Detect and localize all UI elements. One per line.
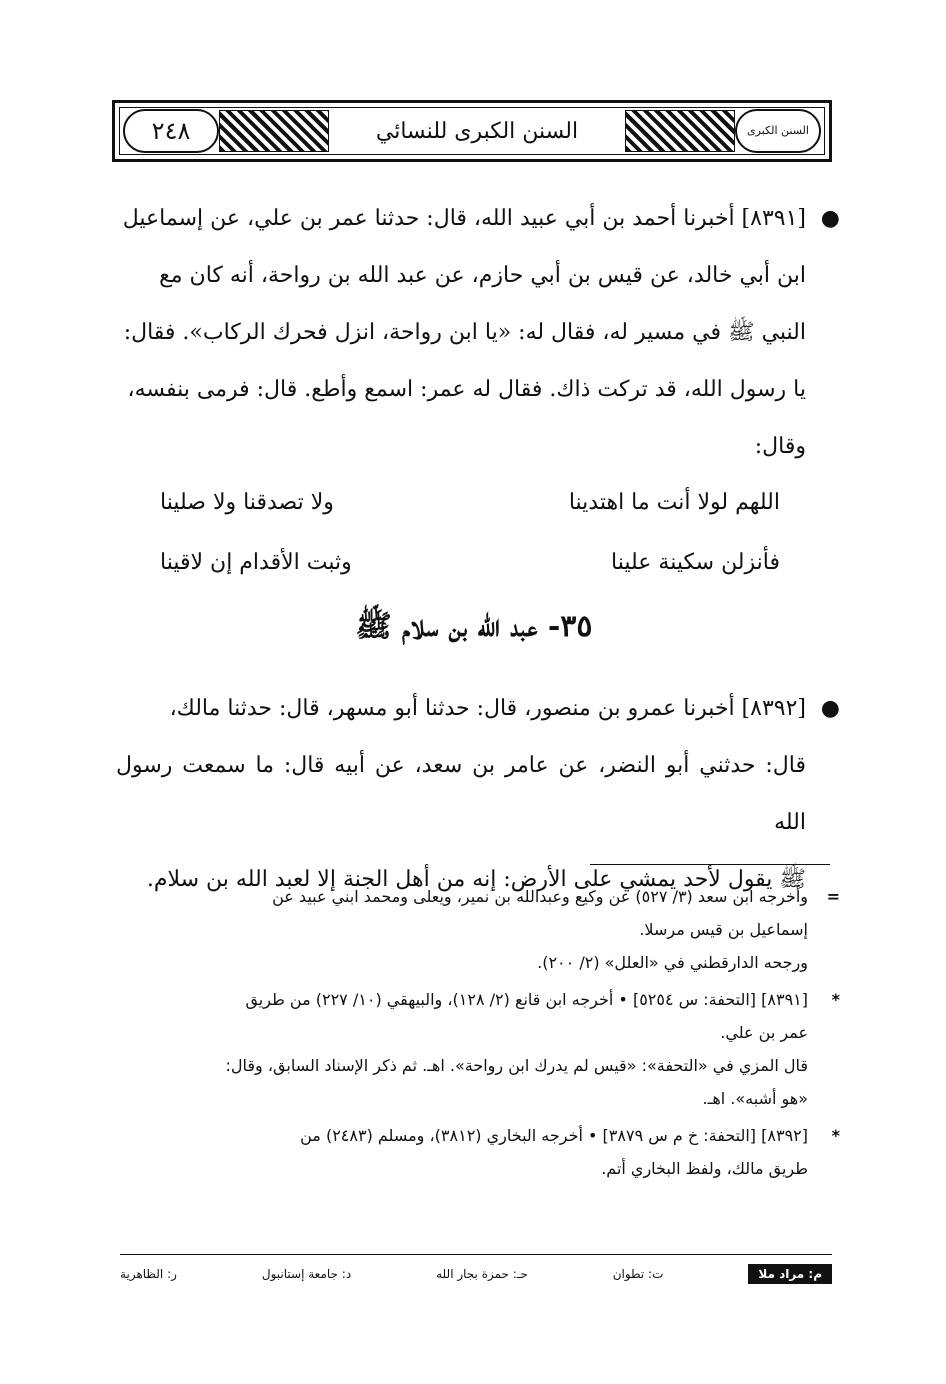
main-text-2 [116, 680, 840, 908]
manuscript-h: حـ: حمزة بجار الله [436, 1267, 528, 1281]
poem-hemistich: اللهم لولا أنت ما اهتدينا [568, 489, 780, 515]
hadith-line: ﷺ يقول لأحد يمشي على الأرض: إنه من أهل الجنة إلا لعبد الله بن سلام. [146, 867, 806, 892]
manuscript-t: ت: تطوان [612, 1267, 664, 1281]
footnote-line: طريق مالك، ولفظ البخاري أتم. [601, 1159, 808, 1178]
poem-hemistich: فأنزلن سكينة علينا [611, 549, 780, 575]
hadith-line: النبي ﷺ في مسير له، فقال له: «يا ابن رواحة، انزل فحرك الركاب». فقال: [123, 320, 806, 345]
hadith-line: [٨٣٩٢] أخبرنا عمرو بن منصور، قال: حدثنا أبو مسهر، قال: حدثنا مالك، [169, 696, 806, 721]
manuscript-r: ر: الظاهرية [120, 1267, 177, 1281]
section-title: ٣٥- عبد الله بن سلام ﷺ [355, 609, 593, 644]
bullet-icon: ● [820, 206, 840, 231]
manuscript-badge: م: مراد ملا [748, 1264, 832, 1284]
footnote-line: وأخرجه ابن سعد (٣/ ٥٢٧) عن وكيع وعبدالله بن نمير، ويعلى ومحمد ابني عبيد عن [272, 887, 808, 906]
header-ornament-right [219, 110, 329, 152]
hadith-8391 [116, 190, 840, 475]
poem-hemistich: ولا تصدقنا ولا صلينا [160, 489, 334, 515]
manuscript-d: د: جامعة إستانبول [261, 1267, 352, 1281]
page-number: ٢٤٨ [123, 109, 219, 153]
book-seal: السنن الكبرى [735, 109, 821, 153]
hadith-line: [٨٣٩١] أخبرنا أحمد بن أبي عبيد الله، قال: حدثنا عمر بن علي، عن إسماعيل [122, 206, 806, 231]
hadith-line: وقال: [754, 434, 806, 459]
footnote-line: قال المزي في «التحفة»: «قيس لم يدرك ابن رواحة». اهـ. ثم ذكر الإسناد السابق، وقال: [225, 1056, 808, 1075]
footnote-continued [120, 880, 840, 979]
footnote-line: [٨٣٩١] [التحفة: س ٥٢٥٤] • أخرجه ابن قانع (٢/ ١٢٨)، والبيهقي (١٠/ ٢٢٧) من طريق [245, 990, 808, 1009]
asterisk-icon: * [831, 990, 840, 1009]
bullet-icon: ● [820, 696, 840, 721]
hadith-line: قال: حدثني أبو النضر، عن عامر بن سعد، عن أبيه قال: ما سمعت رسول الله [116, 753, 806, 835]
poem-row [160, 472, 780, 532]
hadith-line: يا رسول الله، قد تركت ذاك. فقال له عمر: اسمع وأطع. قال: فرمى بنفسه، [127, 377, 806, 402]
page-header [112, 100, 832, 162]
asterisk-icon: * [831, 1126, 840, 1145]
poem [160, 472, 780, 592]
footnote-line: إسماعيل بن قيس مرسلا. [639, 920, 808, 939]
manuscript-legend [120, 1262, 832, 1286]
footer-rule [120, 1254, 832, 1255]
header-ornament-left [625, 110, 735, 152]
main-text [116, 190, 840, 475]
hadith-line: ابن أبي خالد، عن قيس بن أبي حازم، عن عبد الله بن رواحة، أنه كان مع [159, 263, 806, 288]
footnote-8391 [120, 983, 840, 1115]
footnote-8392 [120, 1119, 840, 1185]
footnote-line: [٨٣٩٢] [التحفة: خ م س ٣٨٧٩] • أخرجه البخاري (٣٨١٢)، ومسلم (٢٤٨٣) من [300, 1126, 808, 1145]
footnote-line: عمر بن علي. [720, 1023, 808, 1042]
footnote-line: ورجحه الدارقطني في «العلل» (٢/ ٢٠٠). [537, 953, 808, 972]
footnote-separator [590, 864, 830, 865]
poem-hemistich: وثبت الأقدام إن لاقينا [160, 549, 352, 575]
continuation-mark: = [826, 887, 840, 906]
poem-row [160, 532, 780, 592]
footnotes [120, 880, 840, 1189]
book-title: السنن الكبرى للنسائي [375, 118, 579, 144]
hadith-8392 [116, 680, 840, 908]
footnote-line: «هو أشبه». اهـ. [702, 1089, 808, 1108]
